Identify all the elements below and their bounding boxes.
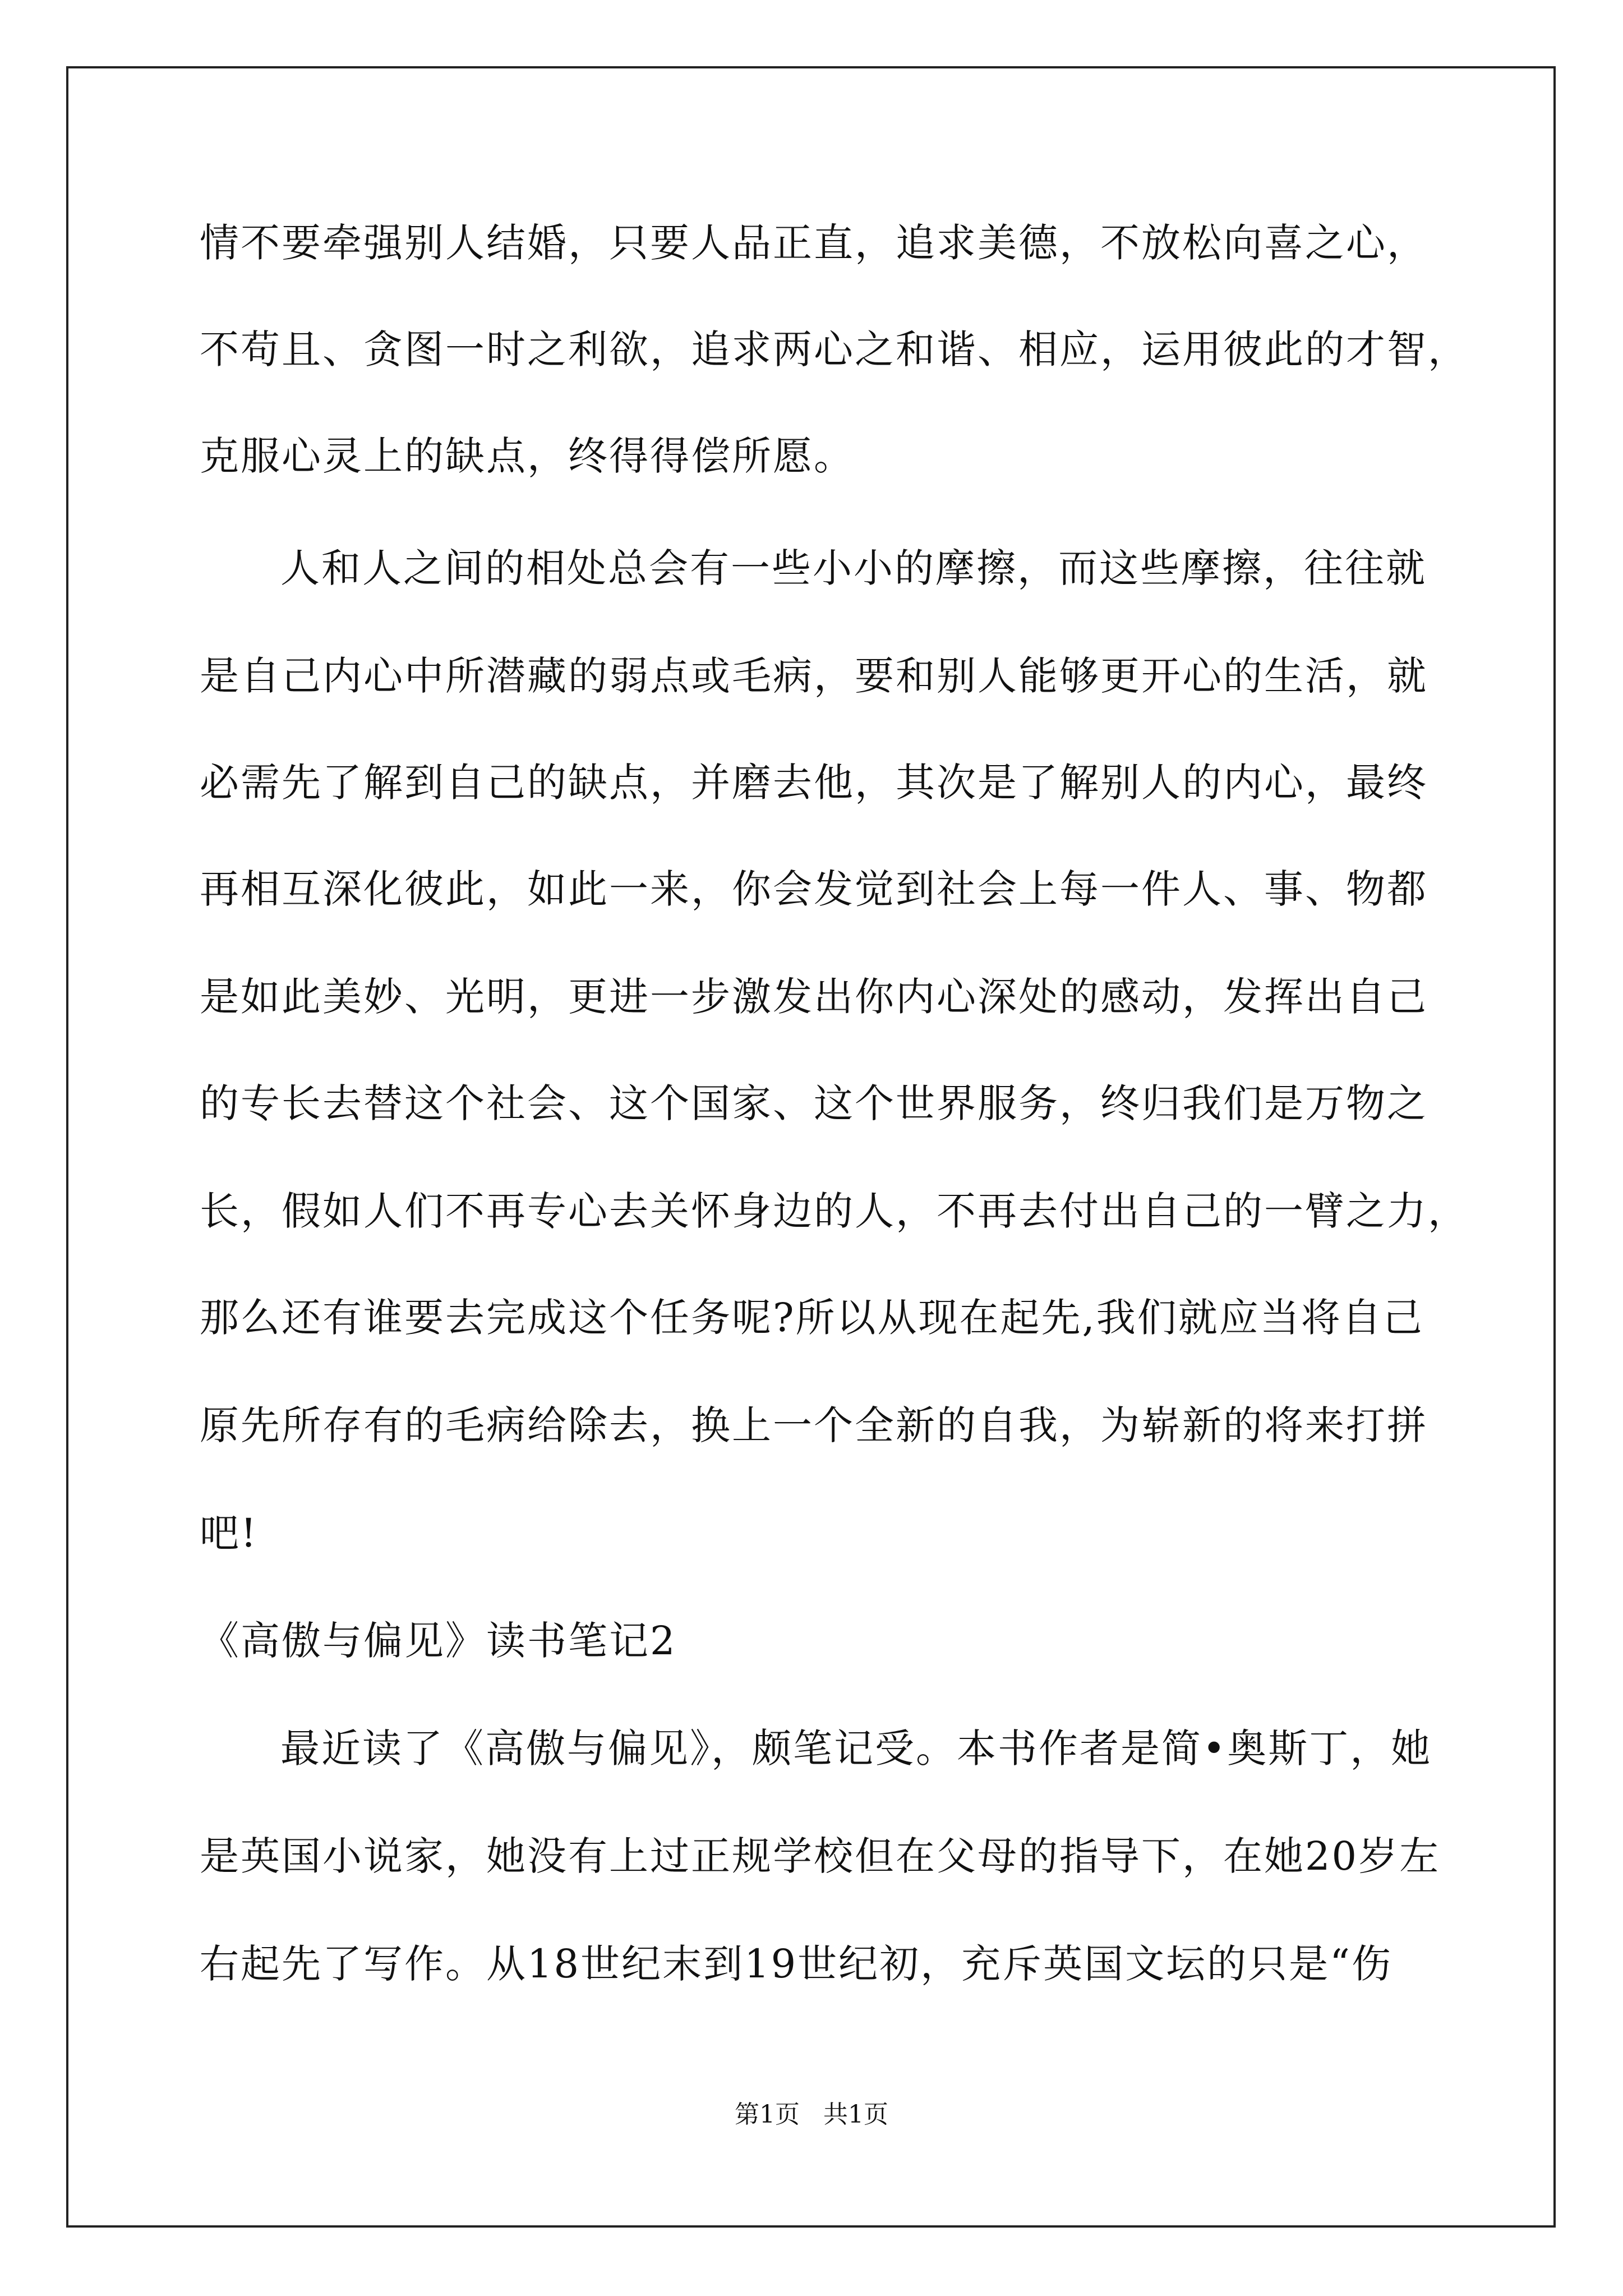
text-line: 克服心灵上的缺点，终得得偿所愿。: [200, 433, 855, 479]
text-line: 吧!: [200, 1510, 259, 1556]
text-line: 那么还有谁要去完成这个任务呢?所以从现在起先,我们就应当将自己: [200, 1295, 1424, 1341]
text-line: 是英国小说家，她没有上过正规学校但在父母的指导下，在她20岁左: [200, 1833, 1441, 1879]
text-line: 人和人之间的相处总会有一些小小的摩擦，而这些摩擦，往往就: [280, 545, 1427, 591]
text-line: 再相互深化彼此，如此一来，你会发觉到社会上每一件人、事、物都: [200, 866, 1428, 912]
text-line: 右起先了写作。从18世纪末到19世纪初，充斥英国文坛的只是“伤: [200, 1941, 1393, 1987]
page-footer: 第1页 共1页: [735, 2100, 888, 2129]
section-heading: 《高傲与偏见》读书笔记2: [200, 1618, 677, 1664]
text-line: 最近读了《高傲与偏见》，颇笔记受。本书作者是简•奥斯丁，她: [280, 1726, 1432, 1772]
text-line: 不苟且、贪图一时之利欲，追求两心之和谐、相应，运用彼此的才智，: [200, 326, 1469, 372]
text-line: 是自己内心中所潜藏的弱点或毛病，要和别人能够更开心的生活，就: [200, 653, 1428, 699]
page-border: [66, 66, 1556, 2228]
text-line: 长，假如人们不再专心去关怀身边的人，不再去付出自己的一臂之力，: [200, 1188, 1469, 1234]
text-line: 情不要牵强别人结婚，只要人品正直，追求美德，不放松向喜之心，: [200, 220, 1428, 266]
text-line: 是如此美妙、光明，更进一步激发出你内心深处的感动，发挥出自己: [200, 974, 1428, 1020]
text-line: 原先所存有的毛病给除去，换上一个全新的自我，为崭新的将来打拼: [200, 1402, 1428, 1448]
text-line: 的专长去替这个社会、这个国家、这个世界服务，终归我们是万物之: [200, 1080, 1428, 1126]
text-line: 必需先了解到自己的缺点，并磨去他，其次是了解别人的内心，最终: [200, 760, 1428, 806]
